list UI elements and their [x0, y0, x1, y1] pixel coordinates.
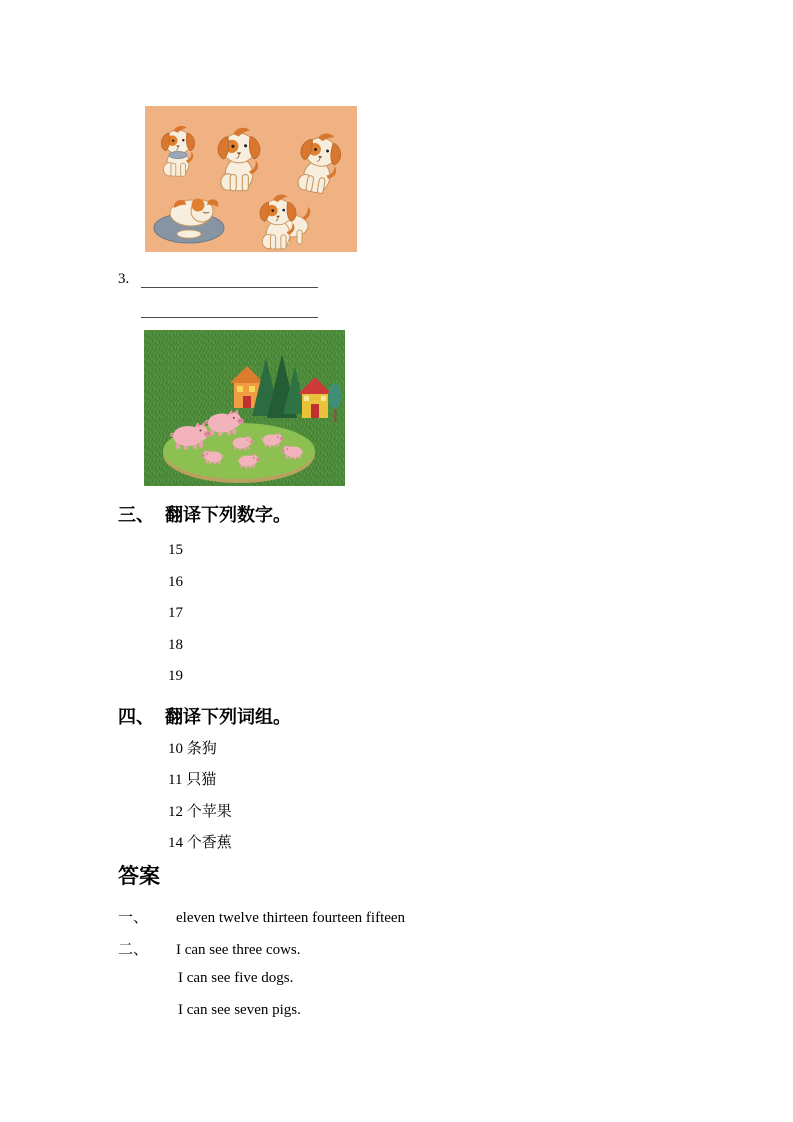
puppies-image: [145, 106, 357, 252]
answer-row-two: [118, 938, 301, 959]
answer-row-one: [118, 906, 405, 927]
answer-two-line: I can see three cows.: [176, 942, 301, 958]
pigs-image: [144, 330, 345, 486]
section-three-number: 三、: [118, 505, 154, 525]
number-item: 18: [168, 637, 183, 653]
section-three-title: 翻译下列数字。: [165, 505, 291, 525]
section-four-heading: [118, 703, 291, 729]
number-item: 16: [168, 574, 183, 590]
answer-two-line: I can see five dogs.: [178, 970, 294, 986]
phrase-item: 14 个香蕉: [168, 835, 232, 851]
answer-two-number: 二、: [118, 942, 149, 958]
section-four-number: 四、: [118, 707, 154, 727]
phrase-item: 11 只猫: [168, 772, 217, 788]
number-item: 17: [168, 605, 183, 621]
answer-blank-line[interactable]: [141, 317, 318, 318]
section-four-title: 翻译下列词组。: [165, 707, 291, 727]
answers-heading: 答案: [118, 865, 160, 888]
answer-two-line: I can see seven pigs.: [178, 1002, 301, 1018]
phrase-item: 12 个苹果: [168, 804, 232, 820]
section-three-heading: [118, 501, 291, 527]
number-item: 15: [168, 542, 183, 558]
question-3-label: 3.: [118, 271, 130, 287]
answer-one-number: 一、: [118, 910, 149, 926]
pigs-photo: [144, 330, 345, 486]
answer-one-text: eleven twelve thirteen fourteen fifteen: [176, 910, 406, 926]
number-item: 19: [168, 668, 183, 684]
puppies-illustration: [145, 106, 357, 252]
answer-blank-line[interactable]: [141, 287, 318, 288]
phrase-item: 10 条狗: [168, 741, 217, 757]
